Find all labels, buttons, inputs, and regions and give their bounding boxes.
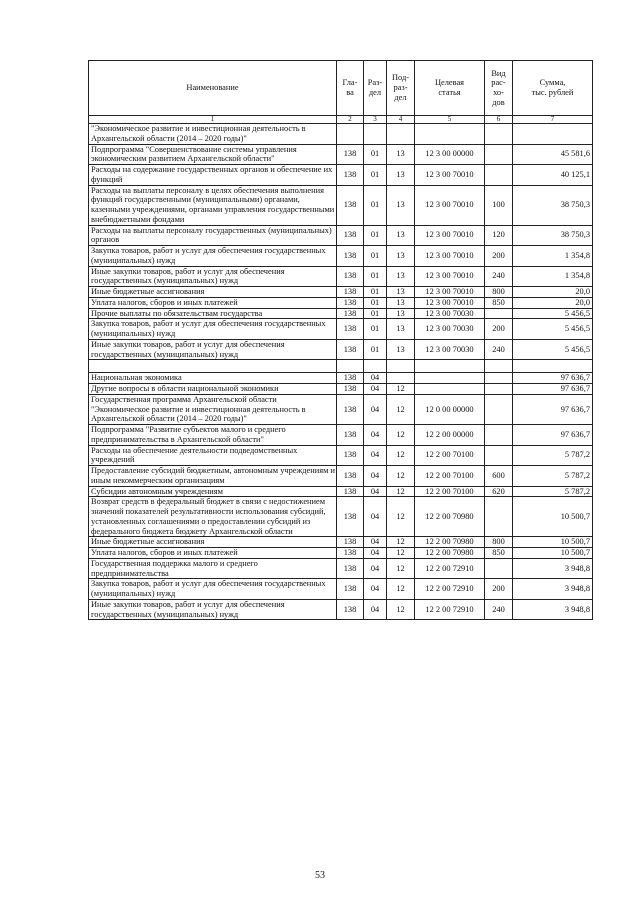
cell-section: 01 bbox=[364, 319, 387, 340]
cell-name: Расходы на содержание государственных органов и обеспечение их функций bbox=[89, 165, 337, 186]
cell-chapter: 138 bbox=[337, 425, 364, 446]
cell-expense-type: 120 bbox=[485, 225, 513, 246]
cell-subsection: 12 bbox=[387, 445, 415, 466]
cell-section: 01 bbox=[364, 246, 387, 267]
cell-section: 01 bbox=[364, 308, 387, 319]
cell-name: Уплата налогов, сборов и иных платежей bbox=[89, 297, 337, 308]
table-row bbox=[89, 319, 593, 340]
cell-subsection bbox=[387, 360, 415, 373]
budget-table-container bbox=[88, 60, 592, 620]
cell-target: 12 2 00 70980 bbox=[415, 548, 485, 559]
cell-sum: 5 456,5 bbox=[513, 308, 593, 319]
cell-target: 12 0 00 00000 bbox=[415, 394, 485, 424]
cell-chapter: 138 bbox=[337, 394, 364, 424]
cell-subsection: 13 bbox=[387, 246, 415, 267]
cell-chapter: 138 bbox=[337, 497, 364, 537]
cell-subsection: 13 bbox=[387, 308, 415, 319]
cell-name: Иные закупки товаров, работ и услуг для обеспечения государственных (муниципальных) нужд bbox=[89, 599, 337, 620]
cell-expense-type: 200 bbox=[485, 246, 513, 267]
cell-name: Государственная программа Архангельской области "Экономическое развитие и инвестиционная деятельность в Архангельской области (2014 – 2020 годы)" bbox=[89, 394, 337, 424]
cell-expense-type: 240 bbox=[485, 266, 513, 287]
cell-subsection: 12 bbox=[387, 466, 415, 487]
cell-section: 01 bbox=[364, 144, 387, 165]
cell-name: Иные бюджетные ассигнования bbox=[89, 287, 337, 298]
cell-sum: 97 636,7 bbox=[513, 373, 593, 384]
cell-target: 12 3 00 70030 bbox=[415, 319, 485, 340]
cell-name: Подпрограмма "Развитие субъектов малого и среднего предпринимательства в Архангельской области" bbox=[89, 425, 337, 446]
table-row bbox=[89, 308, 593, 319]
cell-chapter: 138 bbox=[337, 486, 364, 497]
cell-subsection: 13 bbox=[387, 266, 415, 287]
cell-subsection bbox=[387, 124, 415, 145]
cell-chapter: 138 bbox=[337, 537, 364, 548]
column-number: 6 bbox=[485, 116, 513, 124]
cell-sum: 97 636,7 bbox=[513, 394, 593, 424]
cell-sum: 97 636,7 bbox=[513, 425, 593, 446]
cell-subsection: 13 bbox=[387, 185, 415, 225]
cell-expense-type: 850 bbox=[485, 548, 513, 559]
column-number-row bbox=[89, 116, 593, 124]
cell-section: 04 bbox=[364, 599, 387, 620]
table-row bbox=[89, 466, 593, 487]
page-number: 53 bbox=[315, 870, 325, 881]
cell-section: 04 bbox=[364, 497, 387, 537]
cell-section: 04 bbox=[364, 384, 387, 395]
table-row bbox=[89, 445, 593, 466]
cell-name: "Экономическое развитие и инвестиционная деятельность в Архангельской области (2014 – 2020 годы)" bbox=[89, 124, 337, 145]
header-subsection: Под- раз- дел bbox=[387, 61, 415, 116]
table-row bbox=[89, 266, 593, 287]
cell-name: Закупка товаров, работ и услуг для обеспечения государственных (муниципальных) нужд bbox=[89, 579, 337, 600]
cell-subsection: 12 bbox=[387, 579, 415, 600]
cell-expense-type bbox=[485, 558, 513, 579]
cell-chapter: 138 bbox=[337, 297, 364, 308]
table-row bbox=[89, 579, 593, 600]
cell-name: Прочие выплаты по обязательствам государства bbox=[89, 308, 337, 319]
cell-target: 12 3 00 70010 bbox=[415, 297, 485, 308]
table-row bbox=[89, 373, 593, 384]
cell-target: 12 3 00 00000 bbox=[415, 144, 485, 165]
cell-section: 01 bbox=[364, 339, 387, 360]
header-name: Наименование bbox=[89, 61, 337, 116]
cell-subsection: 12 bbox=[387, 558, 415, 579]
cell-target: 12 3 00 70010 bbox=[415, 165, 485, 186]
table-row bbox=[89, 297, 593, 308]
column-number: 4 bbox=[387, 116, 415, 124]
column-number: 1 bbox=[89, 116, 337, 124]
cell-subsection: 12 bbox=[387, 599, 415, 620]
cell-expense-type: 850 bbox=[485, 297, 513, 308]
cell-name: Подпрограмма "Совершенствование системы управления экономическим развитием Архангельской области" bbox=[89, 144, 337, 165]
cell-chapter: 138 bbox=[337, 225, 364, 246]
cell-chapter: 138 bbox=[337, 319, 364, 340]
cell-chapter bbox=[337, 360, 364, 373]
cell-target: 12 2 00 72910 bbox=[415, 558, 485, 579]
cell-target: 12 2 00 00000 bbox=[415, 425, 485, 446]
table-row bbox=[89, 548, 593, 559]
cell-name: Иные закупки товаров, работ и услуг для обеспечения государственных (муниципальных) нужд bbox=[89, 266, 337, 287]
cell-section bbox=[364, 360, 387, 373]
cell-chapter: 138 bbox=[337, 308, 364, 319]
cell-section: 01 bbox=[364, 287, 387, 298]
table-header-row bbox=[89, 61, 593, 116]
cell-sum: 3 948,8 bbox=[513, 599, 593, 620]
cell-expense-type bbox=[485, 360, 513, 373]
budget-table bbox=[88, 60, 593, 620]
cell-expense-type bbox=[485, 308, 513, 319]
cell-expense-type bbox=[485, 144, 513, 165]
cell-target bbox=[415, 373, 485, 384]
cell-section: 01 bbox=[364, 297, 387, 308]
cell-subsection: 12 bbox=[387, 548, 415, 559]
cell-sum bbox=[513, 360, 593, 373]
cell-sum: 97 636,7 bbox=[513, 384, 593, 395]
cell-subsection: 12 bbox=[387, 384, 415, 395]
table-row bbox=[89, 425, 593, 446]
header-section: Раз- дел bbox=[364, 61, 387, 116]
cell-section: 01 bbox=[364, 165, 387, 186]
cell-expense-type bbox=[485, 497, 513, 537]
cell-name: Закупка товаров, работ и услуг для обеспечения государственных (муниципальных) нужд bbox=[89, 319, 337, 340]
table-row bbox=[89, 384, 593, 395]
cell-section: 04 bbox=[364, 394, 387, 424]
table-row bbox=[89, 225, 593, 246]
cell-target bbox=[415, 124, 485, 145]
cell-section: 04 bbox=[364, 548, 387, 559]
table-row bbox=[89, 486, 593, 497]
cell-target: 12 2 00 70980 bbox=[415, 537, 485, 548]
cell-chapter: 138 bbox=[337, 144, 364, 165]
cell-chapter: 138 bbox=[337, 445, 364, 466]
cell-name: Иные бюджетные ассигнования bbox=[89, 537, 337, 548]
cell-name: Уплата налогов, сборов и иных платежей bbox=[89, 548, 337, 559]
cell-expense-type bbox=[485, 124, 513, 145]
cell-subsection: 13 bbox=[387, 165, 415, 186]
cell-expense-type: 620 bbox=[485, 486, 513, 497]
cell-section: 01 bbox=[364, 266, 387, 287]
cell-section bbox=[364, 124, 387, 145]
cell-subsection: 13 bbox=[387, 339, 415, 360]
table-row bbox=[89, 165, 593, 186]
cell-subsection: 13 bbox=[387, 144, 415, 165]
table-row bbox=[89, 246, 593, 267]
cell-name bbox=[89, 360, 337, 373]
cell-chapter: 138 bbox=[337, 185, 364, 225]
cell-target: 12 2 00 70100 bbox=[415, 486, 485, 497]
table-body bbox=[89, 124, 593, 620]
spacer-row bbox=[89, 360, 593, 373]
header-chapter: Гла- ва bbox=[337, 61, 364, 116]
cell-sum: 5 787,2 bbox=[513, 486, 593, 497]
cell-sum: 5 787,2 bbox=[513, 466, 593, 487]
cell-target: 12 2 00 70980 bbox=[415, 497, 485, 537]
cell-expense-type: 800 bbox=[485, 537, 513, 548]
cell-target: 12 2 00 70100 bbox=[415, 445, 485, 466]
cell-section: 04 bbox=[364, 579, 387, 600]
cell-chapter: 138 bbox=[337, 548, 364, 559]
cell-name: Предоставление субсидий бюджетным, автономным учреждениям и иным некоммерческим организациям bbox=[89, 466, 337, 487]
cell-expense-type bbox=[485, 394, 513, 424]
cell-target: 12 3 00 70010 bbox=[415, 225, 485, 246]
table-row bbox=[89, 537, 593, 548]
column-number: 7 bbox=[513, 116, 593, 124]
cell-sum: 20,0 bbox=[513, 297, 593, 308]
table-row bbox=[89, 497, 593, 537]
table-row bbox=[89, 144, 593, 165]
cell-chapter: 138 bbox=[337, 558, 364, 579]
table-row bbox=[89, 124, 593, 145]
cell-subsection bbox=[387, 373, 415, 384]
cell-expense-type bbox=[485, 165, 513, 186]
table-row bbox=[89, 599, 593, 620]
cell-sum: 40 125,1 bbox=[513, 165, 593, 186]
cell-sum: 20,0 bbox=[513, 287, 593, 298]
table-row bbox=[89, 339, 593, 360]
cell-sum: 5 456,5 bbox=[513, 339, 593, 360]
cell-target: 12 3 00 70030 bbox=[415, 308, 485, 319]
cell-sum: 3 948,8 bbox=[513, 558, 593, 579]
cell-name: Возврат средств в федеральный бюджет в связи с недостижением значений показателей результативности использования субсидий, установленных соглашениями о предоставлении субсидий из федерального бюджета бюджету Архангельской области bbox=[89, 497, 337, 537]
cell-subsection: 12 bbox=[387, 497, 415, 537]
cell-sum: 5 787,2 bbox=[513, 445, 593, 466]
cell-target: 12 3 00 70010 bbox=[415, 185, 485, 225]
cell-section: 04 bbox=[364, 558, 387, 579]
cell-chapter: 138 bbox=[337, 287, 364, 298]
cell-expense-type: 100 bbox=[485, 185, 513, 225]
cell-sum: 1 354,8 bbox=[513, 246, 593, 267]
cell-sum: 10 500,7 bbox=[513, 548, 593, 559]
cell-section: 04 bbox=[364, 537, 387, 548]
cell-name: Расходы на выплаты персоналу государственных (муниципальных) органов bbox=[89, 225, 337, 246]
cell-subsection: 13 bbox=[387, 297, 415, 308]
cell-expense-type: 240 bbox=[485, 599, 513, 620]
cell-section: 01 bbox=[364, 225, 387, 246]
cell-subsection: 12 bbox=[387, 486, 415, 497]
column-number: 3 bbox=[364, 116, 387, 124]
table-row bbox=[89, 287, 593, 298]
cell-target: 12 2 00 70100 bbox=[415, 466, 485, 487]
cell-chapter: 138 bbox=[337, 466, 364, 487]
cell-sum: 3 948,8 bbox=[513, 579, 593, 600]
cell-sum: 5 456,5 bbox=[513, 319, 593, 340]
header-target: Целевая статья bbox=[415, 61, 485, 116]
table-row bbox=[89, 185, 593, 225]
cell-chapter: 138 bbox=[337, 246, 364, 267]
cell-chapter: 138 bbox=[337, 373, 364, 384]
cell-target: 12 3 00 70030 bbox=[415, 339, 485, 360]
cell-expense-type bbox=[485, 373, 513, 384]
column-number: 2 bbox=[337, 116, 364, 124]
table-row bbox=[89, 394, 593, 424]
cell-expense-type: 200 bbox=[485, 579, 513, 600]
cell-sum: 38 750,3 bbox=[513, 225, 593, 246]
cell-section: 04 bbox=[364, 373, 387, 384]
cell-name: Иные закупки товаров, работ и услуг для обеспечения государственных (муниципальных) нужд bbox=[89, 339, 337, 360]
cell-target: 12 3 00 70010 bbox=[415, 287, 485, 298]
cell-name: Другие вопросы в области национальной экономики bbox=[89, 384, 337, 395]
cell-expense-type bbox=[485, 445, 513, 466]
table-row bbox=[89, 558, 593, 579]
header-expense-type: Вид рас- хо- дов bbox=[485, 61, 513, 116]
cell-target: 12 2 00 72910 bbox=[415, 579, 485, 600]
cell-expense-type: 800 bbox=[485, 287, 513, 298]
cell-expense-type: 240 bbox=[485, 339, 513, 360]
cell-sum: 10 500,7 bbox=[513, 497, 593, 537]
cell-name: Закупка товаров, работ и услуг для обеспечения государственных (муниципальных) нужд bbox=[89, 246, 337, 267]
cell-expense-type bbox=[485, 425, 513, 446]
cell-chapter: 138 bbox=[337, 165, 364, 186]
cell-section: 04 bbox=[364, 466, 387, 487]
cell-sum: 10 500,7 bbox=[513, 537, 593, 548]
cell-subsection: 13 bbox=[387, 225, 415, 246]
cell-target: 12 2 00 72910 bbox=[415, 599, 485, 620]
cell-chapter: 138 bbox=[337, 384, 364, 395]
cell-name: Субсидии автономным учреждениям bbox=[89, 486, 337, 497]
cell-target bbox=[415, 384, 485, 395]
column-number: 5 bbox=[415, 116, 485, 124]
cell-section: 04 bbox=[364, 486, 387, 497]
cell-chapter: 138 bbox=[337, 266, 364, 287]
header-sum: Сумма, тыс. рублей bbox=[513, 61, 593, 116]
cell-name: Расходы на выплаты персоналу в целях обеспечения выполнения функций государственными (муниципальными) органами, казенными учреждениями, органами управления государственными внебюджетными фондами bbox=[89, 185, 337, 225]
cell-subsection: 12 bbox=[387, 425, 415, 446]
cell-sum: 45 581,6 bbox=[513, 144, 593, 165]
cell-subsection: 13 bbox=[387, 319, 415, 340]
cell-target: 12 3 00 70010 bbox=[415, 266, 485, 287]
cell-name: Государственная поддержка малого и среднего предпринимательства bbox=[89, 558, 337, 579]
cell-chapter: 138 bbox=[337, 579, 364, 600]
cell-name: Расходы на обеспечение деятельности подведомственных учреждений bbox=[89, 445, 337, 466]
cell-sum: 38 750,3 bbox=[513, 185, 593, 225]
cell-section: 04 bbox=[364, 425, 387, 446]
cell-chapter bbox=[337, 124, 364, 145]
cell-target: 12 3 00 70010 bbox=[415, 246, 485, 267]
cell-expense-type bbox=[485, 384, 513, 395]
cell-name: Национальная экономика bbox=[89, 373, 337, 384]
cell-subsection: 12 bbox=[387, 394, 415, 424]
cell-target bbox=[415, 360, 485, 373]
cell-section: 04 bbox=[364, 445, 387, 466]
cell-subsection: 12 bbox=[387, 537, 415, 548]
cell-expense-type: 200 bbox=[485, 319, 513, 340]
cell-chapter: 138 bbox=[337, 339, 364, 360]
cell-sum bbox=[513, 124, 593, 145]
cell-subsection: 13 bbox=[387, 287, 415, 298]
cell-sum: 1 354,8 bbox=[513, 266, 593, 287]
cell-expense-type: 600 bbox=[485, 466, 513, 487]
cell-chapter: 138 bbox=[337, 599, 364, 620]
cell-section: 01 bbox=[364, 185, 387, 225]
